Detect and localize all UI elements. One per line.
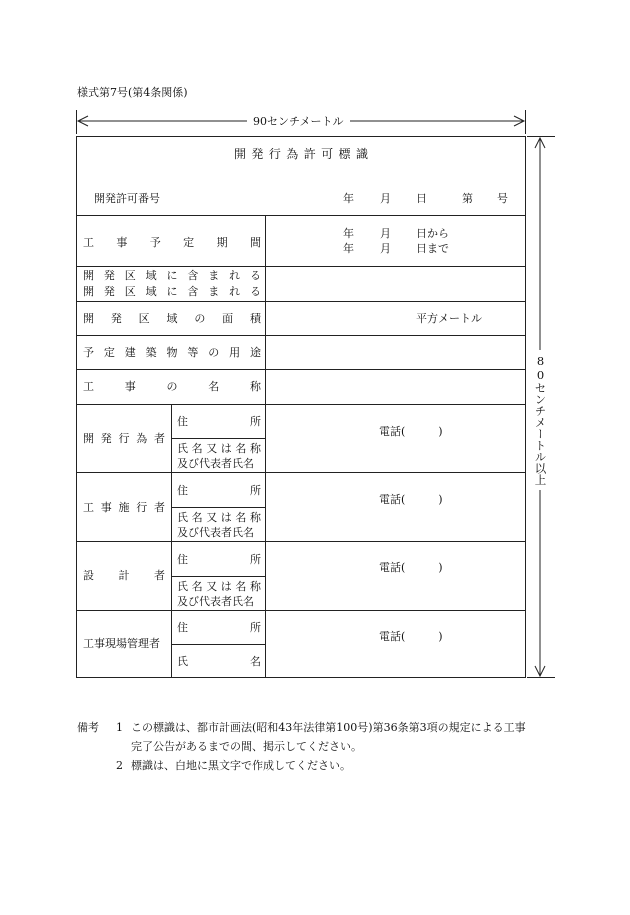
label-char: 物 <box>166 346 178 359</box>
label-char: れ <box>229 285 241 298</box>
label-char: 発 <box>251 147 264 161</box>
label-char: 面 <box>222 312 234 325</box>
label-char: 間 <box>249 236 261 249</box>
party-address-label <box>177 554 261 565</box>
label-char: 住 <box>177 415 188 428</box>
label-char: の <box>166 380 178 393</box>
label-char: 者 <box>154 432 165 445</box>
label-char: 発 <box>100 432 112 445</box>
label-char: 称 <box>250 380 261 393</box>
label-char: 工 <box>83 380 94 393</box>
col-line <box>265 215 266 678</box>
label-char: 名 <box>235 580 247 593</box>
label-char: 工 <box>83 236 94 249</box>
label-char: 定 <box>183 236 195 249</box>
label-char: 又 <box>206 580 218 593</box>
label-char: 施 <box>118 501 130 514</box>
work-name-label <box>83 381 261 392</box>
label-char: 行 <box>136 501 148 514</box>
party-label-designer <box>83 570 165 581</box>
label-char: 開 <box>83 285 94 298</box>
period-to-month: 月 <box>380 242 391 255</box>
row-line <box>76 610 526 611</box>
party-name-label-line1 <box>177 581 261 592</box>
label-char: 開 <box>234 147 247 161</box>
label-char: 称 <box>249 511 261 524</box>
label-char: 氏 <box>177 580 188 593</box>
note-2-line1: 標識は、白地に黒文字で作成してください。 <box>131 759 351 772</box>
label-char: 名 <box>235 511 247 524</box>
label-char: に <box>166 285 178 298</box>
label-char: は <box>220 580 232 593</box>
row-line <box>171 644 266 645</box>
label-char: 含 <box>187 285 199 298</box>
party-phone: 電話( ) <box>379 493 443 506</box>
area-names-label-line1: 開 発 区 域 に 含 ま れ る <box>83 269 261 282</box>
notes-heading: 備考 <box>77 721 99 734</box>
label-char: の <box>194 312 206 325</box>
party-address-label <box>177 416 261 427</box>
party-name-label-line1 <box>177 512 261 523</box>
label-char: は <box>220 511 232 524</box>
label-char: 名 <box>191 580 203 593</box>
party-name-label-line2: 及び代表者氏名 <box>177 595 254 608</box>
label-char: 工 <box>83 501 94 514</box>
label-char: 等 <box>187 346 199 359</box>
period-from-year: 年 <box>343 227 354 240</box>
party-phone: 電話( ) <box>379 561 443 574</box>
label-char: 許 <box>303 147 316 161</box>
party-label-site-manager: 工事現場管理者 <box>83 637 160 650</box>
period-to-year: 年 <box>343 242 354 255</box>
label-char: 又 <box>206 511 218 524</box>
party-label-developer <box>83 433 165 444</box>
note-1-line2: 完了公告があるまでの間、掲示してください。 <box>131 740 362 753</box>
area-size-label <box>83 313 261 324</box>
label-char: 域 <box>145 285 157 298</box>
permit-day: 日 <box>416 192 427 205</box>
dim-v-label: 80センチメートル以上 <box>534 350 546 490</box>
label-char: 区 <box>124 285 136 298</box>
col-line <box>171 404 172 678</box>
label-char: 為 <box>136 432 148 445</box>
label-char: 又 <box>206 442 218 455</box>
period-from-day: 日から <box>416 227 449 240</box>
row-line <box>76 215 526 216</box>
label-char: 用 <box>229 346 241 359</box>
label-char: 可 <box>321 147 334 161</box>
label-char: 発 <box>110 312 122 325</box>
label-char: 事 <box>116 236 128 249</box>
party-phone: 電話( ) <box>379 425 443 438</box>
permit-month: 月 <box>380 192 391 205</box>
label-char: 氏 <box>177 655 188 668</box>
label-char: 設 <box>83 569 94 582</box>
label-char: 途 <box>250 346 261 359</box>
period-from-month: 月 <box>380 227 391 240</box>
label-char: 住 <box>177 621 188 634</box>
permit-number-label: 開発許可番号 <box>94 192 160 205</box>
label-char: 開 <box>83 312 94 325</box>
building-use-label <box>83 347 261 358</box>
party-name-label-line2: 及び代表者氏名 <box>177 526 254 539</box>
row-line <box>171 576 266 577</box>
label-char: 事 <box>100 501 112 514</box>
note-2-number: 2 <box>116 759 123 772</box>
period-label <box>83 237 261 248</box>
party-address-label <box>177 622 261 633</box>
label-char: 区 <box>138 312 150 325</box>
label-char: 所 <box>250 415 261 428</box>
party-name-label <box>177 656 261 667</box>
label-char: 開 <box>83 432 94 445</box>
party-name-label-line2: 及び代表者氏名 <box>177 457 254 470</box>
label-char: 所 <box>250 484 261 497</box>
label-char: の <box>208 346 220 359</box>
label-char: 名 <box>191 511 203 524</box>
row-line <box>171 507 266 508</box>
area-size-unit: 平方メートル <box>416 312 482 325</box>
row-line <box>76 472 526 473</box>
row-line <box>171 438 266 439</box>
sign-title <box>234 148 368 160</box>
label-char: 建 <box>124 346 136 359</box>
label-char: 事 <box>124 380 136 393</box>
row-line <box>76 541 526 542</box>
label-char: 所 <box>250 621 261 634</box>
label-char: 期 <box>216 236 228 249</box>
label-char: 氏 <box>177 442 188 455</box>
label-char: 行 <box>268 147 281 161</box>
party-phone: 電話( ) <box>379 630 443 643</box>
label-char: 計 <box>118 569 130 582</box>
label-char: 名 <box>250 655 261 668</box>
label-char: 積 <box>249 312 261 325</box>
label-char: 築 <box>145 346 157 359</box>
party-label-contractor <box>83 502 165 513</box>
permit-dai: 第 <box>462 192 473 205</box>
area-names-label-line2 <box>83 286 261 297</box>
dim-h-label: 90センチメートル <box>247 116 350 127</box>
label-char: る <box>250 285 261 298</box>
row-line <box>76 369 526 370</box>
row-line <box>76 301 526 302</box>
label-char: 名 <box>191 442 203 455</box>
label-char: 予 <box>83 346 94 359</box>
label-char: 名 <box>235 442 247 455</box>
label-char: 定 <box>103 346 115 359</box>
row-line <box>76 404 526 405</box>
sign-form-frame <box>76 136 526 678</box>
label-char: 為 <box>286 147 299 161</box>
label-char: 発 <box>103 285 115 298</box>
form-number: 様式第7号(第4条関係) <box>77 86 188 99</box>
label-char: 住 <box>177 553 188 566</box>
note-1-line1: この標識は、都市計画法(昭和43年法律第100号)第36条第3項の規定による工事 <box>131 721 526 734</box>
label-char: 識 <box>355 147 368 161</box>
row-line <box>76 335 526 336</box>
label-char: は <box>220 442 232 455</box>
label-char: ま <box>208 285 220 298</box>
label-char: 者 <box>154 569 165 582</box>
period-to-day: 日まで <box>416 242 449 255</box>
party-name-label-line1 <box>177 443 261 454</box>
permit-year: 年 <box>343 192 354 205</box>
label-char: 域 <box>166 312 178 325</box>
label-char: 称 <box>249 580 261 593</box>
label-char: 名 <box>208 380 220 393</box>
permit-go: 号 <box>497 192 508 205</box>
label-char: 者 <box>154 501 165 514</box>
party-address-label <box>177 485 261 496</box>
note-1-number: 1 <box>116 721 123 734</box>
label-char: 行 <box>118 432 130 445</box>
row-line <box>76 266 526 267</box>
label-char: 称 <box>249 442 261 455</box>
label-char: 氏 <box>177 511 188 524</box>
label-char: 標 <box>338 147 351 161</box>
label-char: 所 <box>250 553 261 566</box>
label-char: 住 <box>177 484 188 497</box>
label-char: 予 <box>149 236 161 249</box>
